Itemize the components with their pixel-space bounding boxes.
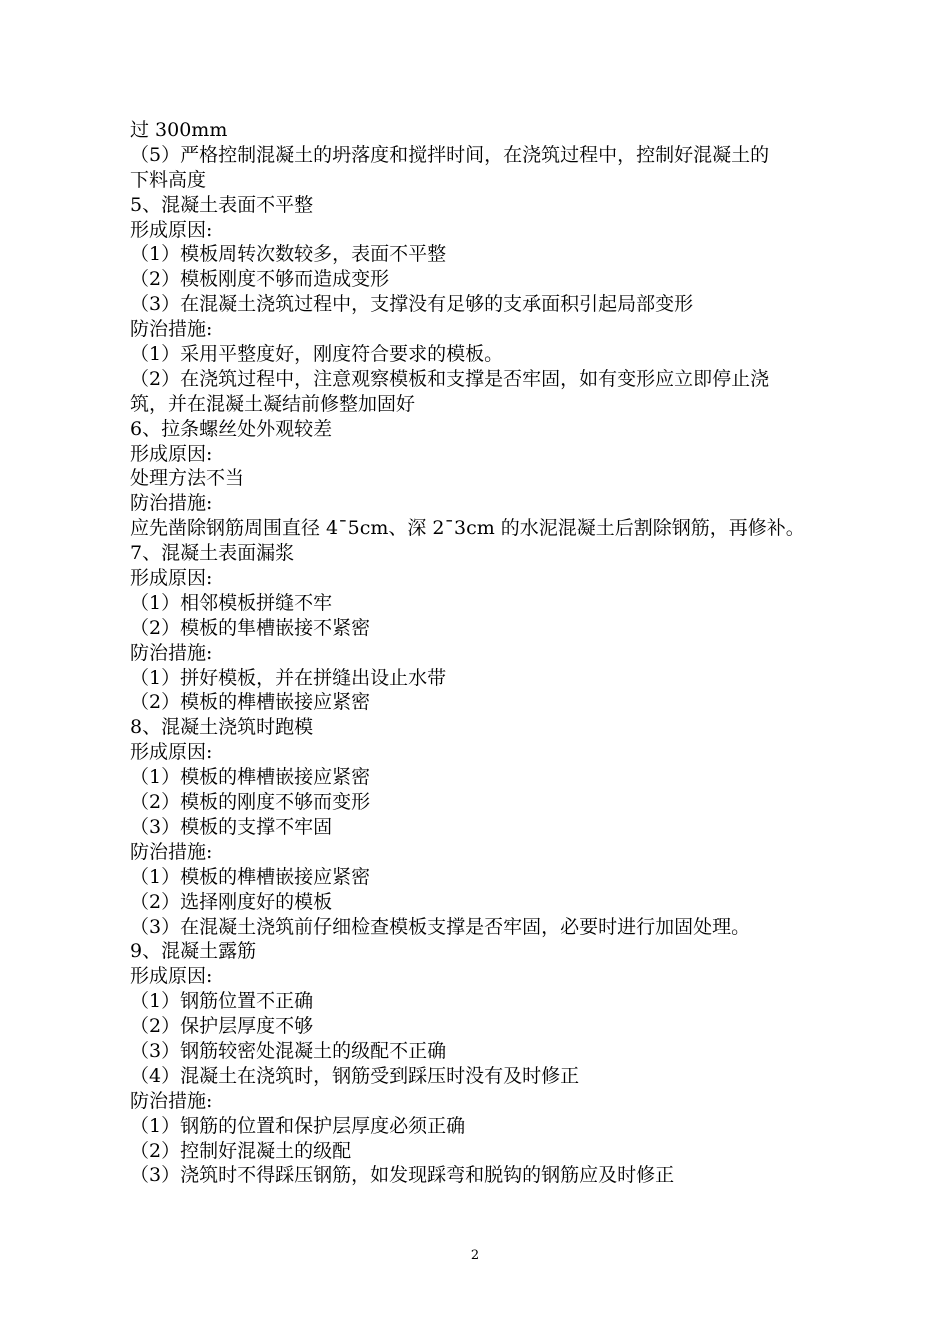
text-line: 处理方法不当 (130, 467, 245, 490)
section-heading: 6、拉条螺丝处外观较差 (130, 417, 333, 440)
subheading: 形成原因: (130, 965, 213, 988)
text-line: （2）模板的隼槽嵌接不紧密 (130, 616, 371, 639)
text-line: （3）浇筑时不得踩压钢筋，如发现踩弯和脱钩的钢筋应及时修正 (130, 1164, 675, 1187)
text-line: （2）保护层厚度不够 (130, 1015, 314, 1038)
text-line: （1）钢筋位置不正确 (130, 990, 314, 1013)
section-heading: 5、混凝土表面不平整 (130, 193, 314, 216)
text-line: 应先凿除钢筋周围直径 4¯5cm、深 2¯3cm 的水泥混凝土后割除钢筋，再修补。 (130, 517, 805, 540)
text-line: （3）模板的支撑不牢固 (130, 815, 333, 838)
text-line: （2）控制好混凝土的级配 (130, 1139, 352, 1162)
page-content (130, 118, 870, 1188)
subheading: 防治措施: (130, 641, 213, 664)
text-line: （1）相邻模板拼缝不牢 (130, 591, 333, 614)
text-line: 筑，并在混凝土凝结前修整加固好 (130, 392, 416, 415)
page-number: 2 (470, 1248, 480, 1263)
subheading: 防治措施: (130, 318, 213, 341)
text-line: （3）钢筋较密处混凝土的级配不正确 (130, 1039, 447, 1062)
text-line: （2）模板刚度不够而造成变形 (130, 268, 390, 291)
text-line: （5）严格控制混凝土的坍落度和搅拌时间，在浇筑过程中，控制好混凝土的 (130, 143, 770, 166)
section-heading: 7、混凝土表面漏浆 (130, 542, 295, 565)
subheading: 形成原因: (130, 567, 213, 590)
text-line: （3）在混凝土浇筑前仔细检查模板支撑是否牢固，必要时进行加固处理。 (130, 915, 751, 938)
subheading: 防治措施: (130, 840, 213, 863)
text-line: （2）模板的刚度不够而变形 (130, 791, 371, 814)
text-line: （1）钢筋的位置和保护层厚度必须正确 (130, 1114, 466, 1137)
text-line: （2）选择刚度好的模板 (130, 890, 333, 913)
text-line: （1）模板的榫槽嵌接应紧密 (130, 766, 371, 789)
section-heading: 9、混凝土露筋 (130, 940, 257, 963)
text-line: （1）采用平整度好，刚度符合要求的模板。 (130, 343, 504, 366)
text-line: （3）在混凝土浇筑过程中，支撑没有足够的支承面积引起局部变形 (130, 293, 694, 316)
subheading: 防治措施: (130, 1089, 213, 1112)
subheading: 形成原因: (130, 218, 213, 241)
text-line: （2）模板的榫槽嵌接应紧密 (130, 691, 371, 714)
subheading: 形成原因: (130, 741, 213, 764)
text-line: 过 300mm (130, 119, 228, 141)
section-heading: 8、混凝土浇筑时跑模 (130, 716, 314, 739)
text-line: （1）拼好模板，并在拼缝出设止水带 (130, 666, 447, 689)
text-line: （4）混凝土在浇筑时，钢筋受到踩压时没有及时修正 (130, 1064, 580, 1087)
text-line: （2）在浇筑过程中，注意观察模板和支撑是否牢固，如有变形应立即停止浇 (130, 367, 770, 390)
text-line: （1）模板周转次数较多，表面不平整 (130, 243, 447, 266)
subheading: 形成原因: (130, 442, 213, 465)
text-line: （1）模板的榫槽嵌接应紧密 (130, 865, 371, 888)
subheading: 防治措施: (130, 492, 213, 515)
text-line: 下料高度 (130, 168, 207, 191)
